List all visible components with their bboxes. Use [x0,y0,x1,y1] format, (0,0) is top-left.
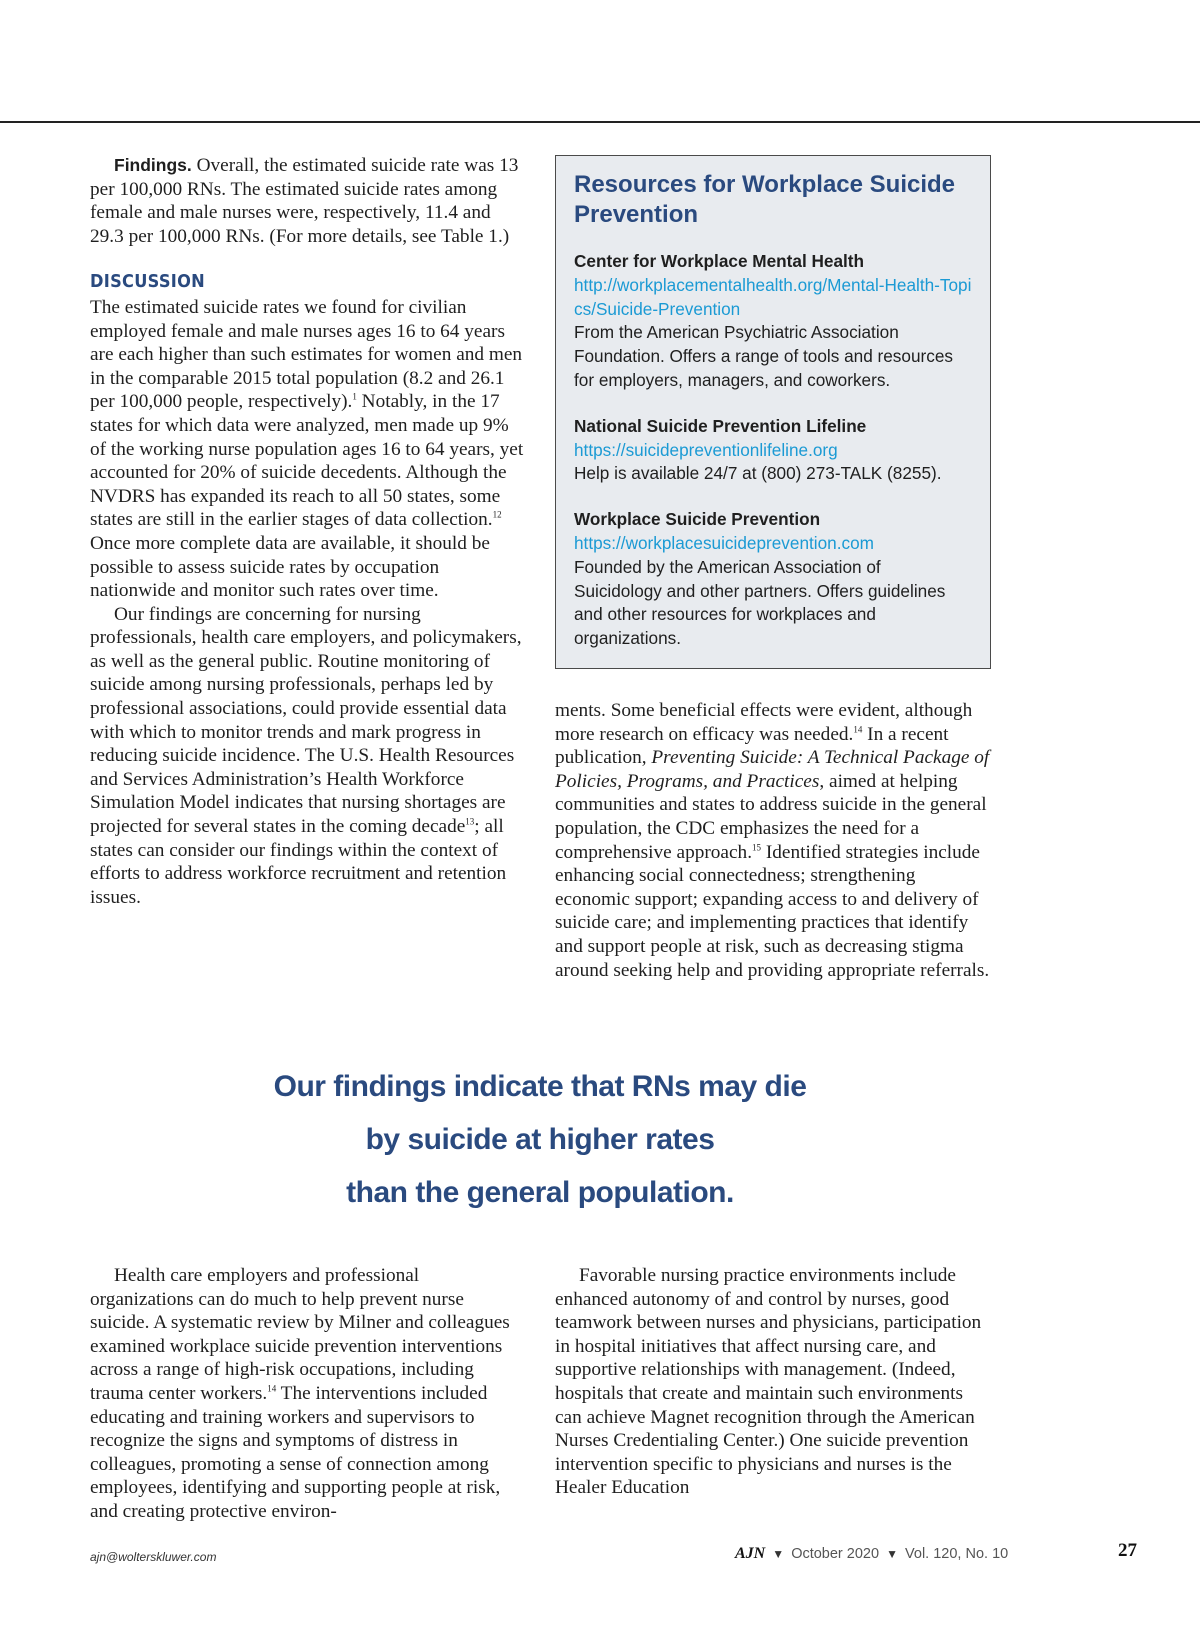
journal-name: AJN [735,1545,766,1562]
triangle-icon: ▼ [772,1547,785,1561]
right-column-middle [555,699,993,982]
reference-marker: 15 [752,842,762,853]
body-paragraph: Favorable nursing practice environments include enhanced autonomy of and control by nurses, good teamwork between nurses and physicians, participation in hospital initiatives that affect nursing care, and supportive relationships with management. (Indeed, hospitals that create and maintain such environments can achieve Magnet recognition through the American Nurses Credentialing Center.) One suicide prevention intervention specific to physicians and nurses is the Healer Education [555,1265,982,1499]
left-column-top [90,154,527,909]
page-number: 27 [1118,1540,1137,1561]
findings-paragraph [90,154,527,248]
resource-description: Help is available 24/7 at (800) 273-TALK (8255). [574,463,942,484]
resource-item [574,415,972,486]
resource-link[interactable]: https://workplacesuicideprevention.com [574,532,874,553]
footer-email: ajn@wolterskluwer.com [90,1550,217,1564]
reference-marker: 13 [465,816,475,827]
resources-title: Resources for Workplace Suicide Prevention [574,171,956,228]
publication-title: Preventing Suicide: A Technical Package of Policies, Programs, and Practices [555,747,990,792]
issue-date: October 2020 [791,1546,880,1562]
header-rule [0,121,1200,123]
reference-marker: 14 [853,724,863,735]
resource-name: Center for Workplace Mental Health [574,251,865,271]
resource-name: Workplace Suicide Prevention [574,509,821,530]
resource-item [574,250,972,393]
continuation-paragraph: ments. Some beneficial effects were evident, although more research on efficacy was needed.$^{14}$ In a recent publication, Preventing Suicide: A Technical Package of Policies, Programs, and Practices, aimed at helping communities and states to address suicide in the general population, the CDC emphasizes the need for a comprehensive approach.$^{15}$ Identified strategies include enhancing social connectedness; strengthening economic support; expanding access to and delivery of suicide care; and implementing practices that identify and support people at risk, such as decreasing stigma around seeking help and providing appropriate referrals. [555,700,990,981]
reference-marker: 12 [492,509,502,520]
pull-quote [200,1060,880,1219]
reference-marker: 14 [267,1383,277,1394]
discussion-paragraph-1: The estimated suicide rates we found for civilian employed female and male nurses ages 16 to 64 years are each higher than such estimates for women and men in the comparable 2015 total population (8.2 and 26.1 per 100,000 people, respectively).$^1$ Notably, in the 17 states for which data were analyzed, men made up 9% of the working nurse population ages 16 to 64 years, yet accounted for 20% of suicide decedents. Although the NVDRS has expanded its reach to all 50 states, some states are still in the earlier stages of data collection.$^{12}$ Once more complete data are available, it should be possible to assess suicide rates by occupation nationwide and monitor such rates over time. [90,296,524,602]
findings-text: Overall, the estimated suicide rate was 13 per 100,000 RNs. The estimated suicide rates among female and male nurses were, respectively, 11.4 and 29.3 per 100,000 RNs. (For more details, see Table 1.) [90,155,519,247]
pull-quote-line: Our findings indicate that RNs may die [273,1070,807,1103]
footer-journal-info [735,1545,1008,1563]
resource-name: National Suicide Prevention Lifeline [574,415,867,436]
right-column-bottom [555,1264,993,1500]
discussion-heading: DISCUSSION [90,271,206,293]
body-paragraph: Health care employers and professional organizations can do much to help prevent nurse suicide. A systematic review by Milner and colleagues examined workplace suicide prevention interventions across a range of high-risk occupations, including trauma center workers.$^{14}$ The interventions included educating and training workers and supervisors to recognize the signs and symptoms of distress in colleagues, promoting a sense of connection among employees, identifying and supporting people at risk, and creating protective environ- [90,1265,510,1522]
pull-quote-line: by suicide at higher rates [365,1123,715,1156]
resources-sidebar [555,155,991,669]
resource-link[interactable]: http://workplacementalhealth.org/Mental-Health-Topics/Suicide-Prevention [574,274,972,319]
resource-item [574,508,972,651]
issue-volume: Vol. 120, No. 10 [905,1546,1009,1562]
resource-link[interactable]: https://suicidepreventionlifeline.org [574,439,838,460]
reference-marker: 1 [352,391,357,402]
discussion-paragraph-2: Our findings are concerning for nursing professionals, health care employers, and policymakers, as well as the general public. Routine monitoring of suicide among nursing professionals, perhaps led by professional associations, could provide essential data with which to monitor trends and mark progress in reducing suicide incidence. The U.S. Health Resources and Services Administration’s Health Workforce Simulation Model indicates that nursing shortages are projected for several states in the coming decade$^{13}$; all states can consider our findings within the context of efforts to address workforce recruitment and retention issues. [90,603,522,908]
resource-description: From the American Psychiatric Association Foundation. Offers a range of tools and resources for employers, managers, and coworkers. [574,322,953,390]
pull-quote-line: than the general population. [346,1176,734,1209]
triangle-icon: ▼ [886,1547,898,1561]
resource-description: Founded by the American Association of Suicidology and other partners. Offers guidelines and other resources for workplaces and organizations. [574,556,946,649]
left-column-bottom [90,1264,527,1524]
findings-heading: Findings. [114,155,192,175]
